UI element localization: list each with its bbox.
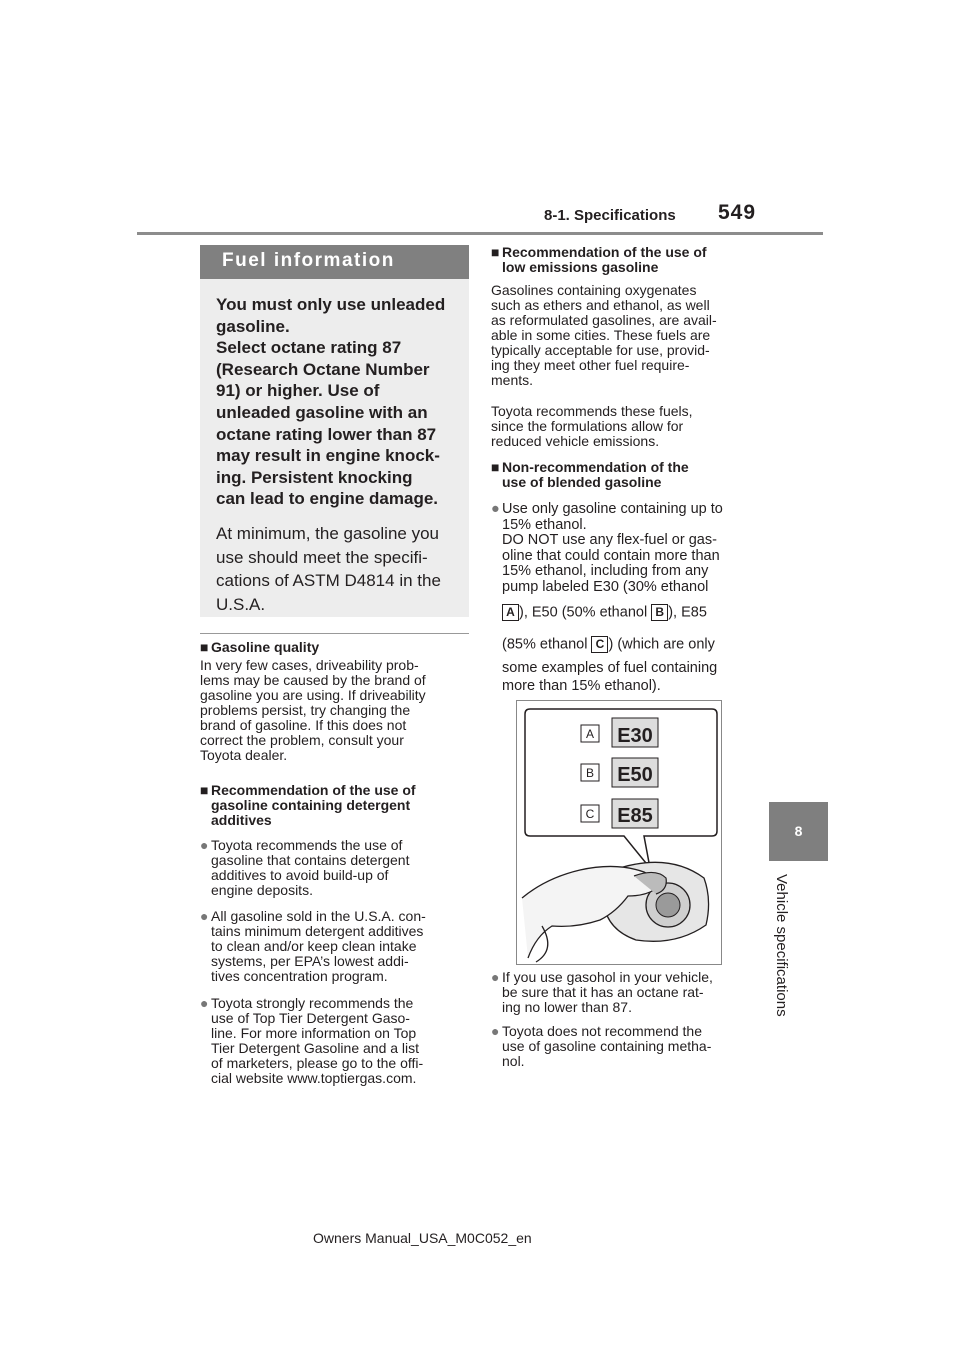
text-line: octane rating lower than 87	[216, 424, 437, 444]
heading-text: gasoline containing detergent	[211, 797, 411, 813]
heading-text: use of blended gasoline	[502, 474, 662, 490]
text-line: U.S.A.	[216, 594, 266, 614]
circle-bullet-icon: ●	[491, 969, 500, 985]
text-line: pump labeled E30 (30% ethanol	[502, 578, 709, 595]
text-line: ments.	[491, 372, 534, 388]
text-line: DO NOT use any flex-fuel or gas-	[502, 532, 717, 548]
blended-gasoline-bullet	[491, 502, 756, 595]
e85-text: E85	[617, 805, 653, 827]
text-line: brand of gasoline. If this does not	[200, 717, 407, 733]
text-fragment: ) (which are only	[608, 636, 715, 653]
text-line: gasoline you are using. If driveability	[200, 687, 426, 703]
square-bullet-icon: ■	[200, 782, 209, 798]
text-line: (Research Octane Number	[216, 359, 430, 379]
heading-text: Recommendation of the use of	[502, 244, 707, 260]
text-line: be sure that it has an octane rat-	[502, 984, 704, 1000]
label-a-badge: A	[502, 604, 519, 621]
detergent-bullet-1	[200, 838, 475, 898]
text-line: can lead to engine damage.	[216, 489, 439, 509]
circle-bullet-icon: ●	[200, 908, 209, 924]
fuel-box-standard	[216, 522, 466, 616]
text-line: cations of ASTM D4814 in the	[216, 571, 441, 590]
figure-label-a: A	[585, 727, 595, 741]
text-line: additives to avoid build-up of	[211, 867, 389, 883]
text-line: able in some cities. These fuels are	[491, 327, 711, 343]
fuel-label-illustration	[516, 700, 722, 965]
square-bullet-icon: ■	[491, 244, 500, 260]
text-line: Toyota strongly recommends the	[211, 995, 414, 1011]
fuel-information-box	[200, 245, 469, 617]
fuel-box-requirements	[216, 294, 466, 510]
text-line: use of gasoline containing metha-	[502, 1038, 712, 1054]
text-line: Toyota recommends these fuels,	[491, 403, 693, 419]
text-line: In very few cases, driveability prob-	[200, 657, 419, 673]
page-number: 549	[718, 201, 757, 224]
text-fragment: (85% ethanol	[502, 636, 588, 653]
text-line: At minimum, the gasoline you	[216, 524, 439, 543]
text-line: Gasolines containing oxygenates	[491, 282, 697, 298]
text-line: to clean and/or keep clean intake	[211, 938, 417, 954]
low-emissions-paragraph-1	[491, 283, 756, 388]
figure-label-c: C	[585, 807, 595, 821]
text-line: such as ethers and ethanol, as well	[491, 297, 710, 313]
square-bullet-icon: ■	[200, 639, 209, 655]
text-line: gasoline.	[216, 316, 290, 336]
gasoline-quality-heading	[200, 640, 475, 655]
e50-text: E50	[617, 764, 653, 786]
circle-bullet-icon: ●	[200, 995, 209, 1011]
text-line: tains minimum detergent additives	[211, 923, 424, 939]
text-line: nol.	[502, 1053, 525, 1069]
text-line: gasoline that contains detergent	[211, 852, 410, 868]
text-line: tives concentration program.	[211, 968, 388, 984]
text-line: 91) or higher. Use of	[216, 381, 380, 401]
gasohol-bullet	[491, 970, 756, 1015]
square-bullet-icon: ■	[491, 459, 500, 475]
chapter-title-text: Vehicle specifications	[773, 874, 790, 1017]
figure-label-b: B	[585, 766, 595, 780]
heading-text: Recommendation of the use of	[211, 782, 416, 798]
text-line: more than 15% ethanol).	[502, 678, 661, 694]
text-line: ing no lower than 87.	[502, 999, 632, 1015]
text-line: Select octane rating 87	[216, 338, 402, 358]
section-divider	[200, 633, 469, 634]
text-line: lems may be caused by the brand of	[200, 672, 426, 688]
text-fragment: ), E85	[668, 604, 707, 621]
text-line: systems, per EPA’s lowest addi-	[211, 953, 409, 969]
label-b-badge: B	[651, 604, 668, 621]
low-emissions-paragraph-2	[491, 404, 756, 449]
text-line: since the formulations allow for	[491, 418, 684, 434]
text-line: correct the problem, consult your	[200, 732, 404, 748]
text-line: All gasoline sold in the U.S.A. con-	[211, 908, 426, 924]
text-line: ing. Persistent knocking	[216, 467, 413, 487]
text-line: 15% ethanol, including from any	[502, 563, 709, 579]
text-line: oline that could contain more than	[502, 547, 720, 564]
text-line: If you use gasohol in your vehicle,	[502, 969, 713, 985]
text-line: use should meet the specifi-	[216, 547, 428, 567]
text-line: Toyota recommends the use of	[211, 837, 403, 853]
heading-text: Non-recommendation of the	[502, 459, 689, 475]
low-emissions-heading	[491, 245, 756, 275]
text-line: 15% ethanol.	[502, 516, 587, 533]
text-line: unleaded gasoline with an	[216, 402, 428, 422]
heading-text: additives	[211, 812, 272, 828]
text-line: may result in engine knock-	[216, 446, 440, 466]
text-line: Use only gasoline containing up to	[502, 501, 723, 517]
gasoline-quality-paragraph	[200, 658, 475, 763]
text-line: You must only use unleaded	[216, 295, 446, 314]
section-title: 8-1. Specifications	[544, 207, 676, 224]
text-line: Tier Detergent Gasoline and a list	[211, 1040, 420, 1056]
text-line: line. For more information on Top	[211, 1025, 417, 1041]
text-line: some examples of fuel containing	[502, 660, 718, 676]
text-line: ing they meet other fuel require-	[491, 357, 690, 373]
text-line: as reformulated gasolines, are avail-	[491, 312, 717, 328]
circle-bullet-icon: ●	[491, 501, 500, 517]
circle-bullet-icon: ●	[200, 837, 209, 853]
blended-tail	[502, 659, 767, 695]
e30-text: E30	[617, 725, 653, 747]
detergent-heading	[200, 783, 475, 828]
text-line: reduced vehicle emissions.	[491, 433, 660, 449]
blended-gasoline-heading	[491, 460, 756, 490]
label-c-badge: C	[591, 636, 608, 653]
footer-text: Owners Manual_USA_M0C052_en	[313, 1230, 532, 1246]
chapter-title	[770, 874, 800, 1034]
blended-line-7	[502, 604, 767, 621]
text-fragment: ), E50 (50% ethanol	[519, 604, 648, 621]
methanol-bullet	[491, 1024, 756, 1069]
chapter-tab: 8	[769, 802, 828, 861]
text-line: Toyota dealer.	[200, 747, 288, 763]
text-line: Toyota does not recommend the	[502, 1023, 703, 1039]
blended-line-8	[502, 636, 767, 653]
header-divider	[137, 232, 823, 235]
filler-opening	[656, 893, 680, 917]
text-line: typically acceptable for use, provid-	[491, 342, 710, 358]
fuel-box-title: Fuel information	[200, 245, 469, 279]
circle-bullet-icon: ●	[491, 1023, 500, 1039]
heading-text: low emissions gasoline	[502, 259, 659, 275]
text-line: engine deposits.	[211, 882, 313, 898]
detergent-bullet-3	[200, 996, 475, 1086]
text-line: use of Top Tier Detergent Gaso-	[211, 1010, 410, 1026]
heading-text: Gasoline quality	[211, 639, 320, 655]
text-line: of marketers, please go to the offi-	[211, 1055, 424, 1071]
text-line: cial website www.toptiergas.com.	[211, 1070, 417, 1086]
detergent-bullet-2	[200, 909, 475, 984]
text-line: problems persist, try changing the	[200, 702, 411, 718]
